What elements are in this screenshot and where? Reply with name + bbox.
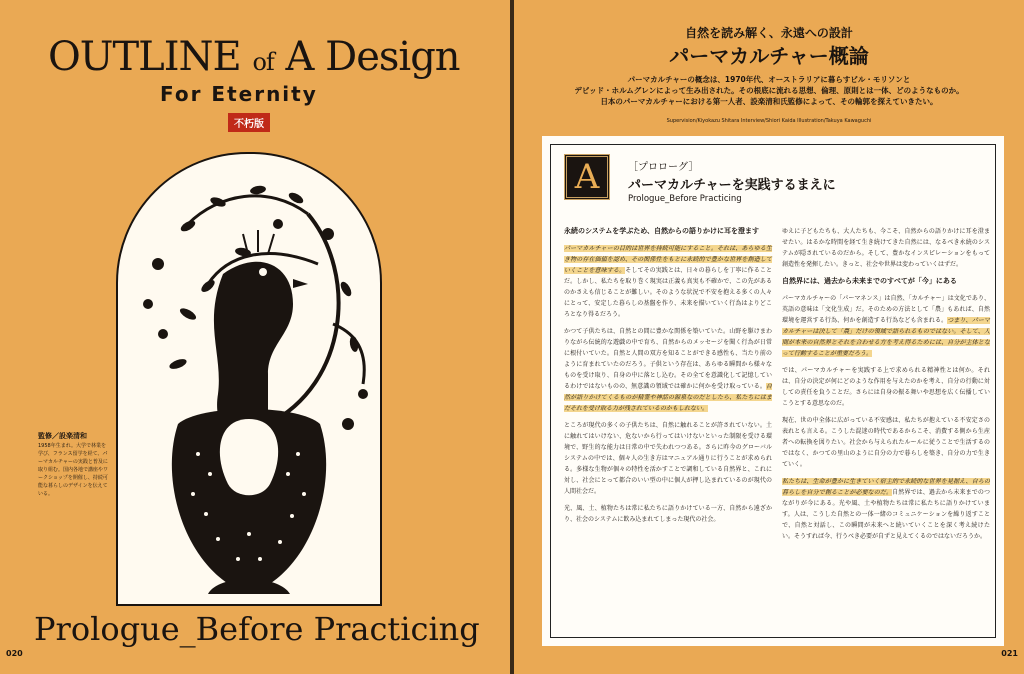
lead-line: デビッド・ホルムグレンによって生み出された。その根底に流れる思想、倫理、原則とは一体、どのようなものか。 [574,86,964,95]
paragraph: では、パーマカルチャーを実践する上で求められる精神性とは何か。それは、自分の決定が何にどのような作用を与えたのかを考え、自分の行動に対しての責任を負うことだ。さらには自身の振る舞いや思想を広く伝播していこうとする意思なのだ。 [782,367,990,407]
article-credits: Supervision/Kiyokazu Shitara Interview/Shiori Kaida Illustration/Takuya Kawaguchi [666,118,872,124]
peacock-icon [118,154,380,604]
article-column-2 [782,226,990,548]
title-for-eternity: For Eternity [160,82,318,106]
prologue-title: Prologue_Before Practicing [34,610,480,648]
paragraph-text: かつて子供たちは、自然との間に豊かな関係を築いていた。山野を駆けまわりながら伝統的な遊戯の中で育ち、自然からのメッセージを聞く行為が日常に根付いていた。自然と人間の双方を知ることができる感性も、当たり前のように育まれていたのだろう。子供という存在は、あらゆる瞬間から様々なものを受け取り、自身の中に落とし込む。その全てを意識化して記憶しているわけではないものの、無意識の領域では確かに何かを受け取っている。 [564,328,772,390]
paragraph-text: そしてその実践とは、日々の暮らしを丁寧に作ることだ。しかし、私たちを取り巻く現実は正義も真実も不確かで、この先があるのかさえも信じることが難しい。そのような状況で不安を抱える多くの人々にとって、安定した暮らしの基盤を作り、未来を描いていく行為はよりどころとなり得るだろう。 [564,267,772,318]
title-word-a-design: A Design [285,34,460,80]
paragraph-text: 自然界では、過去から未来までのつながりが今にある。光や風、土や植物たちは常に私たちに語りかけています。人は、こうした自然との一体一緒のコミュニケーションを繰り返すことで、自然と対話し、この瞬間が未来へと続いていくことを深く考え続けたい。そうすれば今、行うべき必要が自ずと見えてくるのではないだろうか。 [782,489,990,540]
paragraph [564,326,772,414]
edition-tag: 不朽版 [228,113,270,132]
paragraph: 現在、世の中全体に広がっている不安感は、私たちが抱えている不安定さの表れとも言える。こうした混迷の時代であるからこそ、消費する側から生産者への転換を図りたい。社会から与えられたルールに従うことで生活するのではなく、かつての里山のように自分の力で暮らしを築き、自分の力で生きていく。 [782,417,990,468]
lead-line: パーマカルチャーの概念は、1970年代、オーストラリアに暮らすビル・モリソンと [627,75,911,84]
article-column-1 [564,226,772,531]
paragraph: ところが現代の多くの子供たちは、自然に触れることが許されていない。土に触れてはいけない、危ないから行ってはいけないといった制限を受ける環境で、野生的な能力は日常の中で失われつつある。さらに昨今のグローバルシステムの中では、個々人の生き方はマニュアル通りに行うことが求められる。多様な生物が個々の特性を活かすことで調和している自然界と、これに対し、社会にとって都合のいい型の中に個人が押し込まれているのが現代の人間社会だ。 [564,422,772,495]
highlighted-text: つまり、パーマカルチャーは決して「農」だけの領域で語られるものではない。そして、人間が本来の自然界とそれを合わせる方を考え得るためには、自分が主体となって行動することが重要だろう。 [782,317,990,357]
paragraph: ゆえに子どもたちも、大人たちも、今こそ、自然からの語りかけに耳を澄ませたい。はるかな時間を経て生き続けてきた自然には、なるべき永続のシステムが隠されているのだから。そして、豊かなインスピレーションをもって創造性を発揮したい。きっと、社会や世界は変わっていくはずだ。 [782,228,990,268]
supervisor-name: 監修／設楽清和 [38,432,87,440]
article-panel [542,136,1004,646]
page-number-left: 020 [6,649,23,658]
paragraph [564,243,772,320]
paragraph-text: パーマカルチャーの「パーマネンス」は自然、「カルチャー」は文化であり、英語の意味は「文化生成」だ。そのための方法として「農」もあれば、自然環境を運営する行為、何かを創造する行為なども含まれる。 [782,295,990,324]
paragraph: 光、風、土、植物たちは常に私たちに語りかけている一方、自然から遠ざかり、社会のシステムに飲み込まれてしまった現代の社会。 [564,505,772,523]
page-number-right: 021 [1001,649,1018,658]
section-title: パーマカルチャーを実践するまえに [628,178,836,193]
title-word-of: of [252,48,274,76]
right-page [514,0,1024,674]
section-subtitle: Prologue_Before Practicing [628,194,742,204]
supervisor-bio: 1958年生まれ。大学で林業を学び、フランス留学を経て、パーマカルチャーの実践と普及に取り組む。国内各地で講座やワークショップを開催し、持続可能な暮らしのデザインを伝えている。 [38,443,109,497]
title-word-outline: OUTLINE [48,34,241,80]
column-heading: 永続のシステムを学ぶため、自然からの語りかけに耳を澄ます [564,227,760,235]
dropcap-letter: A [564,154,610,200]
highlighted-text: パーマカルチャーの目的は世界を持続可能にすること。それは、あらゆる生き物の存在価値を認め、その関係性をもとに永続的で豊かな世界を創造していくことを意味する。 [564,245,772,274]
column-heading: 自然界には、過去から未来までのすべてが「今」にある [782,277,957,285]
highlighted-text: 自然が語りかけてくるものが精霊や神話の源泉なのだとしたら、私たちにはまだそれを受け取る力が残されているのかもしれない。 [564,383,772,412]
article-lead [554,74,984,107]
paragraph [782,293,990,359]
article-title: パーマカルチャー概論 [669,44,869,68]
title-outline [48,34,478,80]
left-page [0,0,510,674]
peacock-illustration [116,152,382,606]
lead-line: 日本のパーマカルチャーにおける第一人者、設楽清和氏監修によって、その輪郭を探えていきたい。 [600,97,938,106]
highlighted-text: 私たちは、生命が豊かに生きていく宿主的で永続的な世界を見据え、自らの暮らしを自分で創ることが必要なのだ。 [782,478,990,496]
supervisor-note [38,432,108,498]
paragraph [782,476,990,542]
section-kicker: ［プロローグ］ [628,162,699,173]
article-kicker: 自然を読み解く、永遠への設計 [685,26,853,40]
